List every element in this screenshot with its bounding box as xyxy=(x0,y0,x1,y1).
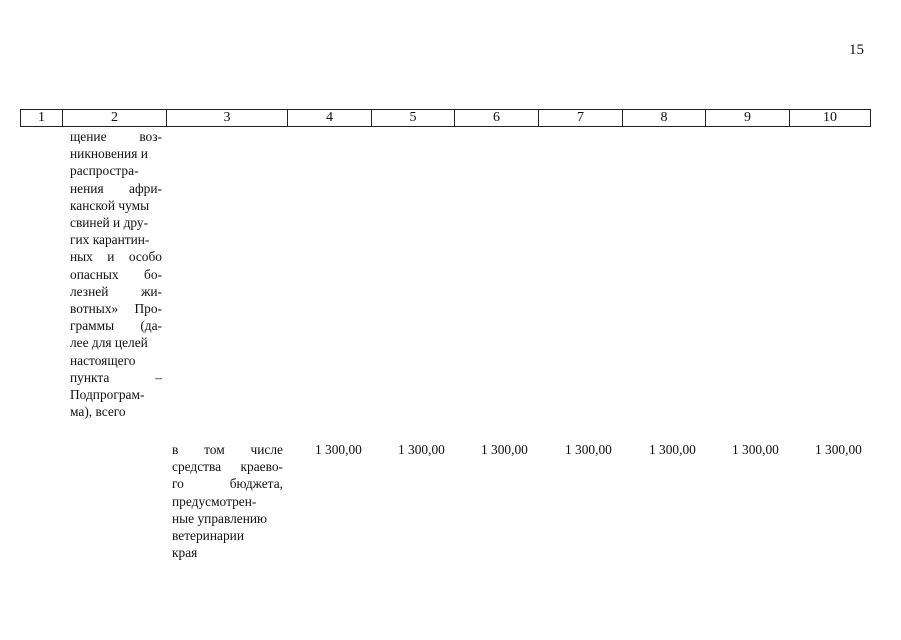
value-col-10: 1 300,00 xyxy=(815,442,862,457)
header-cell-8: 8 xyxy=(623,110,706,127)
text-line: вотных» Про- xyxy=(70,301,162,317)
text-line: лее для целей xyxy=(70,335,148,351)
text-line: гих карантин- xyxy=(70,232,150,248)
text-line: пункта – xyxy=(70,369,162,385)
text-line: ветеринарии xyxy=(172,528,244,544)
value-col-4: 1 300,00 xyxy=(315,442,362,457)
value-col-6: 1 300,00 xyxy=(481,442,528,457)
header-row xyxy=(21,110,871,127)
text-line: лезней жи- xyxy=(70,283,162,299)
header-cell-6: 6 xyxy=(455,110,539,127)
text-line: ных и особо xyxy=(70,249,162,265)
text-line: в том числе xyxy=(172,442,283,457)
header-cell-3: 3 xyxy=(167,110,288,127)
text-line: никновения и xyxy=(70,146,148,162)
value-col-7: 1 300,00 xyxy=(565,442,612,457)
value-col-8: 1 300,00 xyxy=(649,442,696,457)
header-cell-9: 9 xyxy=(706,110,790,127)
header-cell-5: 5 xyxy=(372,110,455,127)
text-line: предусмотрен- xyxy=(172,493,257,509)
text-line: го бюджета, xyxy=(172,476,283,492)
text-line: свиней и дру- xyxy=(70,215,149,231)
header-cell-1: 1 xyxy=(21,110,63,127)
text-line: ные управлению xyxy=(172,510,268,526)
text-line: граммы (да- xyxy=(70,318,162,334)
value-col-5: 1 300,00 xyxy=(398,442,445,457)
subprogram-description xyxy=(70,128,162,420)
text-line: Подпрограм- xyxy=(70,387,145,403)
funding-source-description xyxy=(172,441,283,561)
header-cell-2: 2 xyxy=(63,110,167,127)
text-line: нения афри- xyxy=(70,180,162,196)
page-number: 15 xyxy=(849,42,864,58)
value-col-9: 1 300,00 xyxy=(732,442,779,457)
text-line: края xyxy=(172,545,198,561)
header-cell-7: 7 xyxy=(539,110,623,127)
text-line: канской чумы xyxy=(70,197,150,213)
text-line: распростра- xyxy=(70,163,139,179)
text-line: средства краево- xyxy=(172,459,283,475)
text-line: щение воз- xyxy=(70,129,162,144)
header-cell-4: 4 xyxy=(288,110,372,127)
text-line: настоящего xyxy=(70,352,136,368)
text-line: ма), всего xyxy=(70,404,126,420)
column-header-table xyxy=(20,109,871,127)
text-line: опасных бо- xyxy=(70,266,162,282)
header-cell-10: 10 xyxy=(790,110,871,127)
